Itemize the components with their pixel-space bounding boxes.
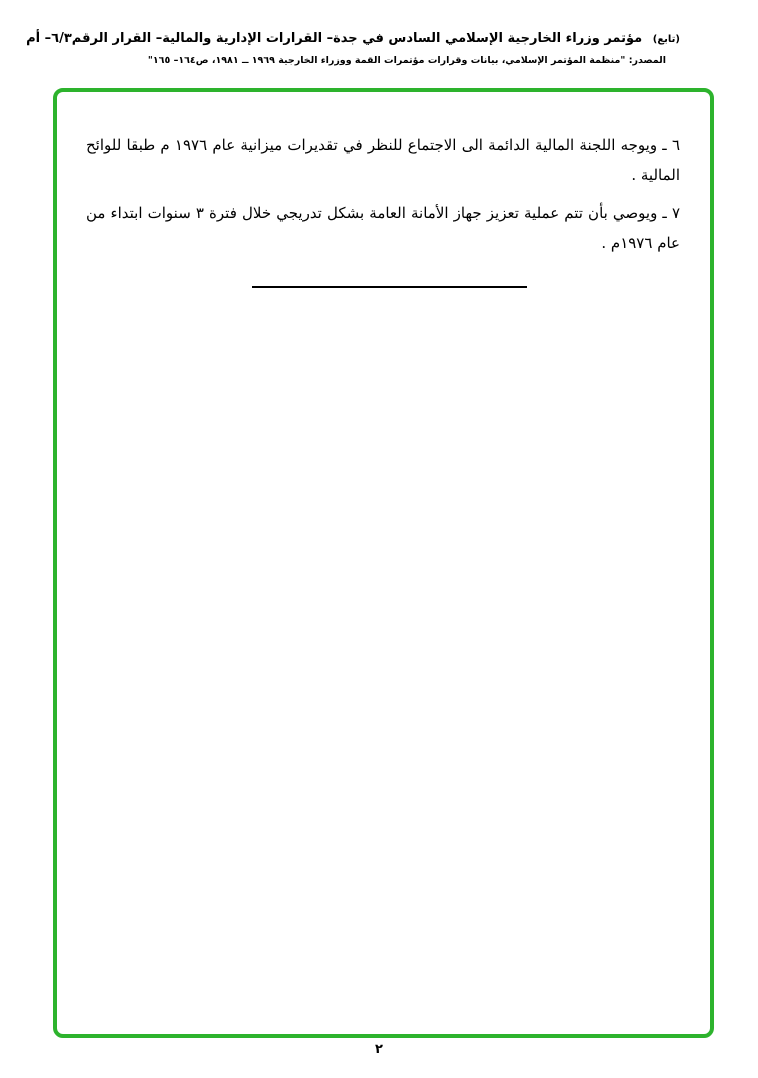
title-prefix: (تابع) xyxy=(652,34,680,45)
document-body xyxy=(86,130,680,266)
section-divider xyxy=(252,286,527,288)
resolution-item-7: ٧ ـ ويوصي بأن تتم عملية تعزيز جهاز الأمانة العامة بشكل تدريجي خلال فترة ٣ سنوات ابتداء من عام ١٩٧٦م . xyxy=(86,204,680,252)
resolution-item-6: ٦ ـ ويوجه اللجنة المالية الدائمة الى الاجتماع للنظر في تقديرات ميزانية عام ١٩٧٦ م طبقا للوائح المالية . xyxy=(86,136,680,184)
title-text: مؤتمر وزراء الخارجية الإسلامي السادس في جدة– القرارات الإدارية والمالية– القرار الرقم٦/٣– أم xyxy=(26,31,643,46)
page-number: ٢ xyxy=(375,1042,383,1057)
source-citation: المصدر: "منظمة المؤتمر الإسلامي، بيانات وقرارات مؤتمرات القمة ووزراء الخارجية ١٩٦٩ ــ ١٩٨١، ص١٦٤– ١٦٥" xyxy=(147,55,666,66)
document-title xyxy=(26,30,680,49)
